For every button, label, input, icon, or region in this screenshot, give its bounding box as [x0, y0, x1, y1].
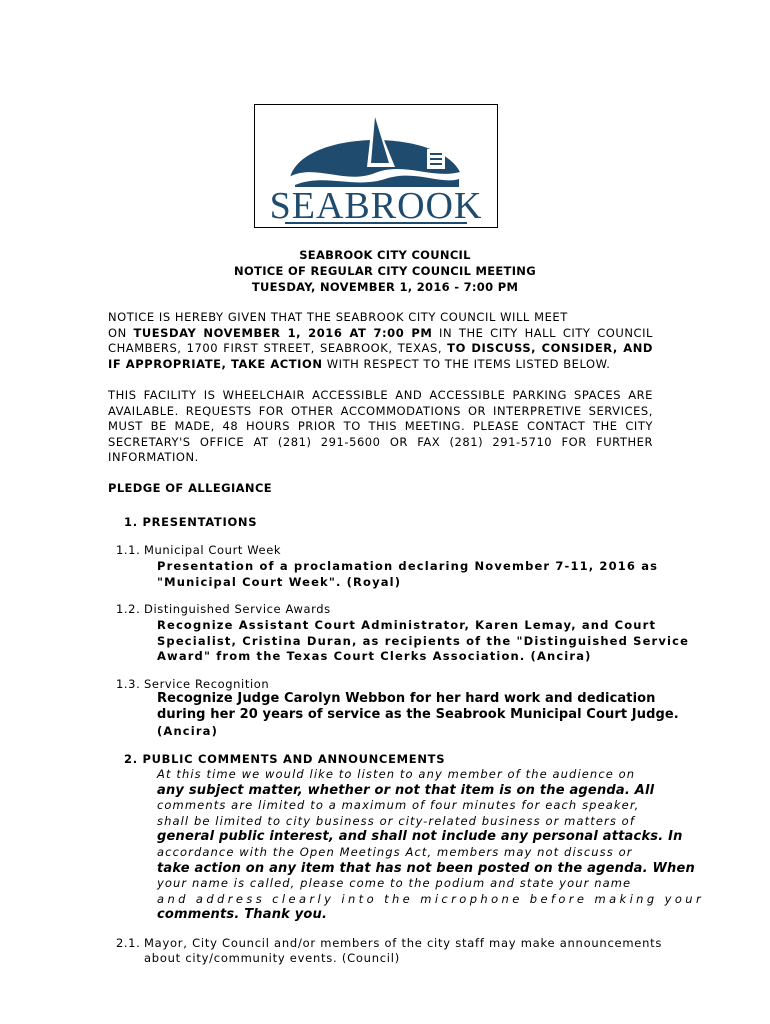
public-comments-text: At this time we would like to listen to any member of the audience on any subject matter, whether or not that item is on the agenda. All comments are limited to a maximum of four minutes for each speaker, shall be limited to city business or city-related business or matters of general public interest, and shall not include any personal attacks. In accordance with the Open Meetings Act, members may not discuss or take action on any item that has not been posted on the agenda. When your name is called, please come to the podium and state your name and address clearly into the microphone before making your comments. Thank you.	[157, 767, 705, 923]
item-description: Mayor, City Council and/or members of the city staff may make announcements about city/community events. (Council)	[144, 936, 663, 965]
item-description: (Ancira)	[157, 724, 218, 738]
header-council-name: SEABROOK CITY COUNCIL	[299, 248, 471, 262]
accessibility-line: SECRETARY'S OFFICE AT (281) 291-5600 OR FAX (281) 291-5710 FOR FURTHER	[108, 434, 653, 449]
seabrook-wordmark: SEABROOK	[269, 185, 483, 227]
accessibility-line: MUST BE MADE, 48 HOURS PRIOR TO THIS MEETING. PLEASE CONTACT THE CITY	[108, 419, 653, 434]
accessibility-line: AVAILABLE. REQUESTS FOR OTHER ACCOMMODATIONS OR INTERPRETIVE SERVICES,	[108, 403, 653, 418]
section-public-comments: 2. PUBLIC COMMENTS AND ANNOUNCEMENTS	[124, 752, 446, 766]
item-number: 1.2.	[116, 602, 141, 616]
header-meeting-date: TUESDAY, NOVEMBER 1, 2016 - 7:00 PM	[251, 280, 519, 294]
item-title: Distinguished Service Awards	[144, 602, 331, 616]
item-title: Service Recognition	[144, 677, 270, 691]
accessibility-line: THIS FACILITY IS WHEELCHAIR ACCESSIBLE AND ACCESSIBLE PARKING SPACES ARE	[108, 388, 653, 402]
notice-line: IF APPROPRIATE, TAKE ACTION WITH RESPECT TO THE ITEMS LISTED BELOW.	[108, 356, 611, 371]
section-presentations: 1. PRESENTATIONS	[124, 515, 258, 529]
item-number: 1.3.	[116, 677, 141, 691]
notice-line: NOTICE IS HEREBY GIVEN THAT THE SEABROOK CITY COUNCIL WILL MEET	[108, 310, 568, 324]
notice-line: ON TUESDAY NOVEMBER 1, 2016 AT 7:00 PM IN THE CITY HALL CITY COUNCIL	[108, 325, 653, 340]
item-number: 2.1.	[116, 936, 141, 950]
pledge-heading: PLEDGE OF ALLEGIANCE	[108, 481, 273, 495]
item-description: Recognize Judge Carolyn Webbon for her hard work and dedication during her 20 years of service as the Seabrook Municipal Court Judge.	[157, 691, 679, 722]
item-description: Presentation of a proclamation declaring November 7-11, 2016 as "Municipal Court Week". (Royal)	[157, 559, 659, 589]
notice-line: CHAMBERS, 1700 FIRST STREET, SEABROOK, TEXAS, TO DISCUSS, CONSIDER, AND	[108, 341, 653, 356]
accessibility-line: INFORMATION.	[108, 450, 199, 465]
seabrook-logo	[254, 104, 498, 228]
header-notice-title: NOTICE OF REGULAR CITY COUNCIL MEETING	[234, 264, 536, 278]
item-number: 1.1.	[116, 543, 141, 557]
item-title: Municipal Court Week	[144, 543, 282, 557]
seabrook-logo-graphic	[255, 105, 497, 227]
item-description: Recognize Assistant Court Administrator, Karen Lemay, and Court Specialist, Cristina Duran, as recipients of the "Distinguished Service Award" from the Texas Court Clerks Association. (Ancira)	[157, 618, 690, 663]
notice-paragraph	[108, 310, 653, 372]
accessibility-paragraph	[108, 388, 653, 466]
